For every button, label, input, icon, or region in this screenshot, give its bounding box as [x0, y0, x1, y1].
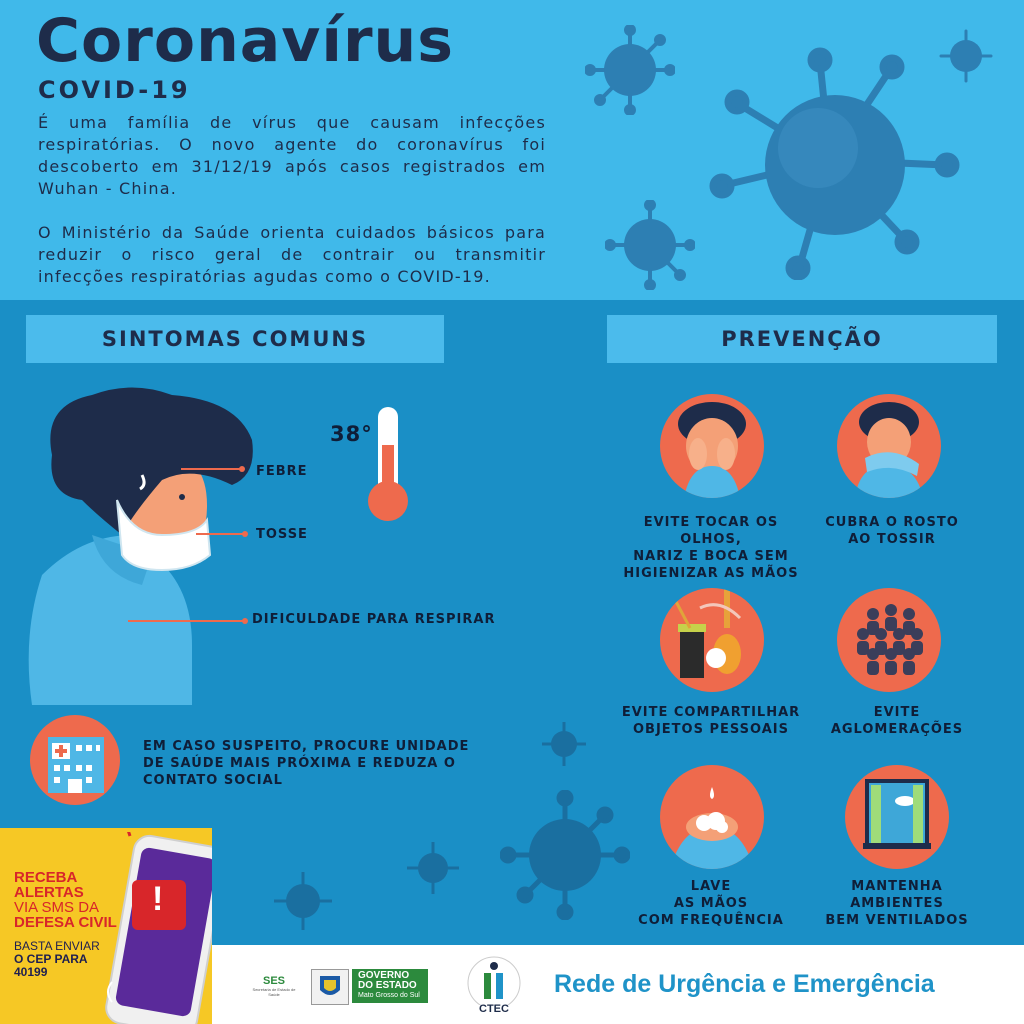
suspected-case-advice: EM CASO SUSPEITO, PROCURE UNIDADE DE SAÚDE MAIS PRÓXIMA E REDUZA O CONTATO SOCIAL [143, 739, 470, 788]
thermometer-icon [364, 405, 412, 525]
symptom-cough: TOSSE [256, 527, 308, 542]
ctec-logo-text: CTEC [479, 1003, 509, 1015]
promo-line-1: RECEBA [14, 869, 78, 886]
virus-illustration-small [585, 25, 675, 115]
wash-hands-icon [660, 765, 764, 869]
cover-cough-icon [837, 394, 941, 498]
prevention-ventilation: MANTENHA AMBIENTES BEM VENTILADOS [825, 879, 969, 928]
promo-instructions [14, 940, 100, 979]
cough-leader-line [196, 533, 244, 535]
virus-illustration-background [500, 790, 630, 920]
ctec-logo [458, 953, 530, 1021]
promo-small-2: O CEP PARA [14, 952, 88, 966]
ses-logo-text: SES [262, 975, 285, 987]
crowd-icon [837, 588, 941, 692]
network-title: Rede de Urgência e Emergência [554, 970, 935, 998]
promo-line-4: DEFESA CIVIL [14, 914, 117, 931]
prevention-heading: PREVENÇÃO [607, 315, 997, 363]
page-subtitle: COVID-19 [38, 76, 191, 104]
virus-illustration-large [700, 40, 960, 280]
alert-icon: ! [152, 880, 164, 918]
symptom-breathing: DIFICULDADE PARA RESPIRAR [252, 612, 496, 627]
gov-logo-line3: Mato Grosso do Sul [358, 992, 420, 999]
state-coat-of-arms-icon [311, 969, 349, 1005]
promo-small-3: 40199 [14, 965, 48, 979]
guidance-paragraph: O Ministério da Saúde orienta cuidados básicos para reduzir o risco geral de contrair ou transmitir infecções respiratórias agudas como o COVID-19. [38, 223, 546, 286]
ses-logo-subtext: Secretaria de Estado de Saúde [252, 987, 296, 997]
touch-face-icon [660, 394, 764, 498]
virus-illustration-small [605, 200, 695, 290]
prevention-wash-hands: LAVE AS MÃOS COM FREQUÊNCIA [638, 879, 784, 928]
promo-headline [14, 870, 117, 930]
state-government-logo [352, 969, 428, 1003]
promo-line-2: ALERTAS [14, 884, 84, 901]
temperature-label: 38° [330, 422, 373, 446]
symptoms-heading: SINTOMAS COMUNS [26, 315, 444, 363]
prevention-personal-objects: EVITE COMPARTILHAR OBJETOS PESSOAIS [621, 705, 801, 737]
virus-illustration-small [938, 28, 994, 84]
hospital-icon [30, 715, 120, 805]
gov-logo-line2: DO ESTADO [358, 980, 417, 991]
cough-leader-dot [242, 531, 248, 537]
personal-objects-icon [660, 588, 764, 692]
intro-section [0, 0, 1024, 300]
prevention-touch-face: EVITE TOCAR OS OLHOS, NARIZ E BOCA SEM HIGIENIZAR AS MÃOS [623, 515, 799, 581]
promo-line-3: VIA SMS DA [14, 899, 100, 916]
breathing-leader-dot [242, 618, 248, 624]
gov-logo-line1: GOVERNO [358, 970, 410, 981]
page-title: Coronavírus [36, 6, 454, 76]
ses-logo [252, 975, 296, 997]
ventilated-window-icon [845, 765, 949, 869]
fever-leader-line [181, 468, 241, 470]
prevention-cover-cough: CUBRA O ROSTO AO TOSSIR [825, 515, 959, 547]
intro-paragraph: É uma família de vírus que causam infecções respiratórias. O novo agente do coronavírus foi descoberto em 31/12/19 após casos registrados em Wuhan - China. [38, 113, 546, 198]
virus-illustration-background [272, 870, 334, 932]
virus-illustration-background [405, 840, 461, 896]
prevention-crowds: EVITE AGLOMERAÇÕES [830, 705, 964, 737]
breathing-leader-line [128, 620, 244, 622]
promo-small-1: BASTA ENVIAR [14, 939, 100, 953]
sms-alert-promo[interactable] [0, 828, 212, 1024]
person-with-mask-illustration [22, 385, 262, 705]
fever-leader-dot [239, 466, 245, 472]
symptom-fever: FEBRE [256, 464, 308, 479]
virus-illustration-background [540, 720, 588, 768]
